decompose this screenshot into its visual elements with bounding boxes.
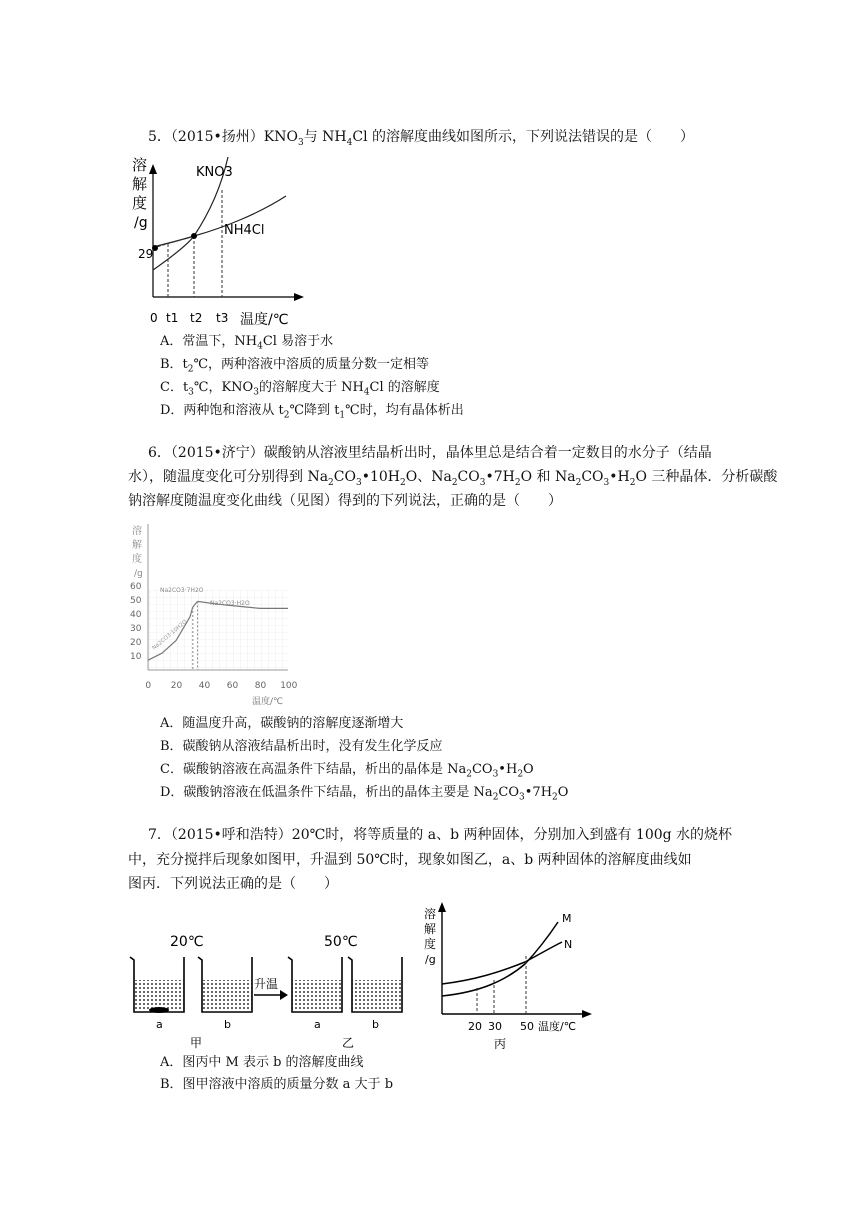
q5-solubility-chart	[128, 152, 328, 332]
q6-stem-line1: 6．（2015•济宁）碳酸钠从溶液里结晶析出时，晶体里总是结合着一定数目的水分子（结晶	[148, 445, 712, 461]
q6-stem-line3: 钠溶解度随温度变化曲线（见图）得到的下列说法，正确的是（ ）	[128, 493, 562, 509]
q5-y-tick-29: 29	[138, 247, 154, 261]
q7-beaker-jia-a	[130, 957, 184, 1013]
q6-option-c: C．碳酸钠溶液在高温条件下结晶，析出的晶体是 $Na_2CO_3•H_2O$	[160, 762, 534, 780]
q5-ylabel-1: 溶	[132, 156, 148, 174]
q6-label-10h2o: Na2CO3·10H2O	[151, 619, 189, 652]
q7-beaker-yi-b	[348, 957, 402, 1012]
q6-y-tick-50: 50	[130, 596, 142, 606]
q7-x-tick-30: 30	[488, 1020, 502, 1033]
q6-label-7h2o: Na2CO3·7H2O	[160, 587, 204, 594]
q7-ylabel-1: 溶	[424, 907, 437, 921]
q5-option-a: A．常温下，$NH_4Cl$ 易溶于水	[160, 334, 334, 352]
q6-ylabel-4: /g	[134, 569, 143, 579]
q7-stem-line3: 图丙．下列说法正确的是（ ）	[128, 876, 338, 892]
q7-arrow-label: 升温	[254, 977, 279, 991]
q7-beaker-figure	[126, 930, 426, 1050]
q7-beaker-yi-a	[288, 957, 342, 1012]
q7-curve-n	[442, 942, 562, 984]
q6-y-tick-10: 10	[130, 652, 142, 662]
q7-label-n: N	[564, 938, 573, 951]
q6-option-a: A．随温度升高，碳酸钠的溶解度逐渐增大	[160, 716, 404, 731]
q7-beaker-jia-b	[198, 957, 252, 1012]
q7-ylabel-2: 解	[424, 922, 437, 936]
q5-x-tick-t3: t3	[216, 311, 229, 325]
q6-solubility-chart	[128, 520, 303, 710]
q6-ylabel-1: 溶	[132, 526, 142, 537]
q6-x-tick-0: 0	[145, 681, 152, 691]
q7-ylabel-3: 度	[424, 937, 437, 951]
q7-caption-jia: 甲	[190, 1036, 203, 1050]
q7-x-tick-50: 50	[520, 1020, 534, 1033]
q6-x-tick-20: 20	[170, 681, 183, 691]
q5-x-tick-t1: t1	[166, 311, 179, 325]
q6-x-tick-60: 60	[226, 681, 239, 691]
q7-option-a: A．图丙中 M 表示 b 的溶解度曲线	[160, 1055, 364, 1070]
q6-option-d: D．碳酸钠溶液在低温条件下结晶，析出的晶体主要是 $Na_2CO_3•7H_2O$	[160, 785, 569, 803]
q6-x-tick-80: 80	[254, 681, 267, 691]
q5-x-arrow	[294, 293, 304, 301]
q5-option-d: D．两种饱和溶液从 $t_2℃$降到 $t_1℃$时，均有晶体析出	[160, 403, 464, 421]
q7-temp-20: 20℃	[170, 934, 204, 950]
q5-x-tick-0: 0	[150, 311, 158, 325]
q6-xlabel: 温度/℃	[252, 697, 284, 707]
q7-xlabel: 温度/℃	[538, 1020, 577, 1033]
q5-intersection-dot	[191, 233, 197, 239]
q5-xlabel: 温度/℃	[240, 312, 289, 328]
q7-stem-line2: 中，充分搅拌后现象如图甲，升温到 50℃时，现象如图乙，a、b 两种固体的溶解度曲线如	[128, 852, 692, 868]
q6-ylabel-2: 解	[132, 540, 142, 551]
q7-ylabel-4: /g	[425, 953, 436, 966]
q5-y-arrow	[149, 164, 157, 174]
q7-solubility-chart	[420, 896, 600, 1056]
q6-y-tick-30: 30	[130, 624, 142, 634]
q7-stem-line1: 7．（2015•呼和浩特）20℃时，将等质量的 a、b 两种固体，分别加入到盛有 100g 水的烧杯	[148, 827, 733, 843]
q5-option-b: B．$t_2℃$，两种溶液中溶质的质量分数一定相等	[160, 357, 430, 375]
q6-y-tick-60: 60	[130, 582, 142, 592]
q7-curve-m	[442, 922, 558, 996]
q7-beaker-label-3: a	[314, 1018, 321, 1031]
q7-beaker-label-2: b	[224, 1018, 231, 1031]
q5-kno3-label: KNO3	[196, 165, 233, 180]
q7-y-arrow	[438, 902, 446, 912]
q6-label-h2o: Na2CO3·H2O	[210, 600, 250, 607]
q7-label-m: M	[562, 912, 572, 925]
q7-beaker-label-1: a	[156, 1018, 163, 1031]
q7-beaker-label-4: b	[372, 1018, 379, 1031]
q5-option-c: C．$t_3℃$，$KNO_3$的溶解度大于 $NH_4Cl$ 的溶解度	[160, 380, 440, 398]
q7-x-tick-20: 20	[468, 1020, 482, 1033]
q6-y-tick-40: 40	[130, 610, 142, 620]
q5-ylabel-3: 度	[132, 194, 148, 212]
q6-stem-line2: 水），随温度变化可分别得到 $Na_2CO_3•10H_2O$、$Na_2CO_3•7H_2O$ 和 $Na_2CO_3•H_2O$ 三种晶体．分析碳酸	[128, 469, 778, 488]
q5-ylabel-2: 解	[132, 175, 148, 193]
q7-x-arrow	[582, 1010, 592, 1018]
q5-stem: 5．（2015•扬州）$KNO_3$与 $NH_4Cl$ 的溶解度曲线如图所示，下列说法错误的是（ ）	[148, 129, 695, 148]
q7-caption-bing: 丙	[494, 1037, 507, 1051]
q6-option-b: B．碳酸钠从溶液结晶析出时，没有发生化学反应	[160, 739, 443, 754]
q5-x-tick-t2: t2	[190, 311, 203, 325]
q7-option-b: B．图甲溶液中溶质的质量分数 a 大于 b	[160, 1077, 394, 1092]
q6-y-tick-20: 20	[130, 638, 142, 648]
q5-nh4cl-curve	[153, 196, 286, 247]
q5-ylabel-4: /g	[134, 215, 148, 231]
q6-x-tick-40: 40	[198, 681, 211, 691]
q7-caption-yi: 乙	[342, 1036, 355, 1050]
q6-x-tick-100: 100	[280, 681, 298, 691]
q7-temp-50: 50℃	[324, 934, 358, 950]
q5-nh4cl-label: NH4Cl	[224, 223, 265, 238]
q7-arrow-head	[280, 990, 288, 1000]
q6-ylabel-3: 度	[132, 554, 142, 565]
